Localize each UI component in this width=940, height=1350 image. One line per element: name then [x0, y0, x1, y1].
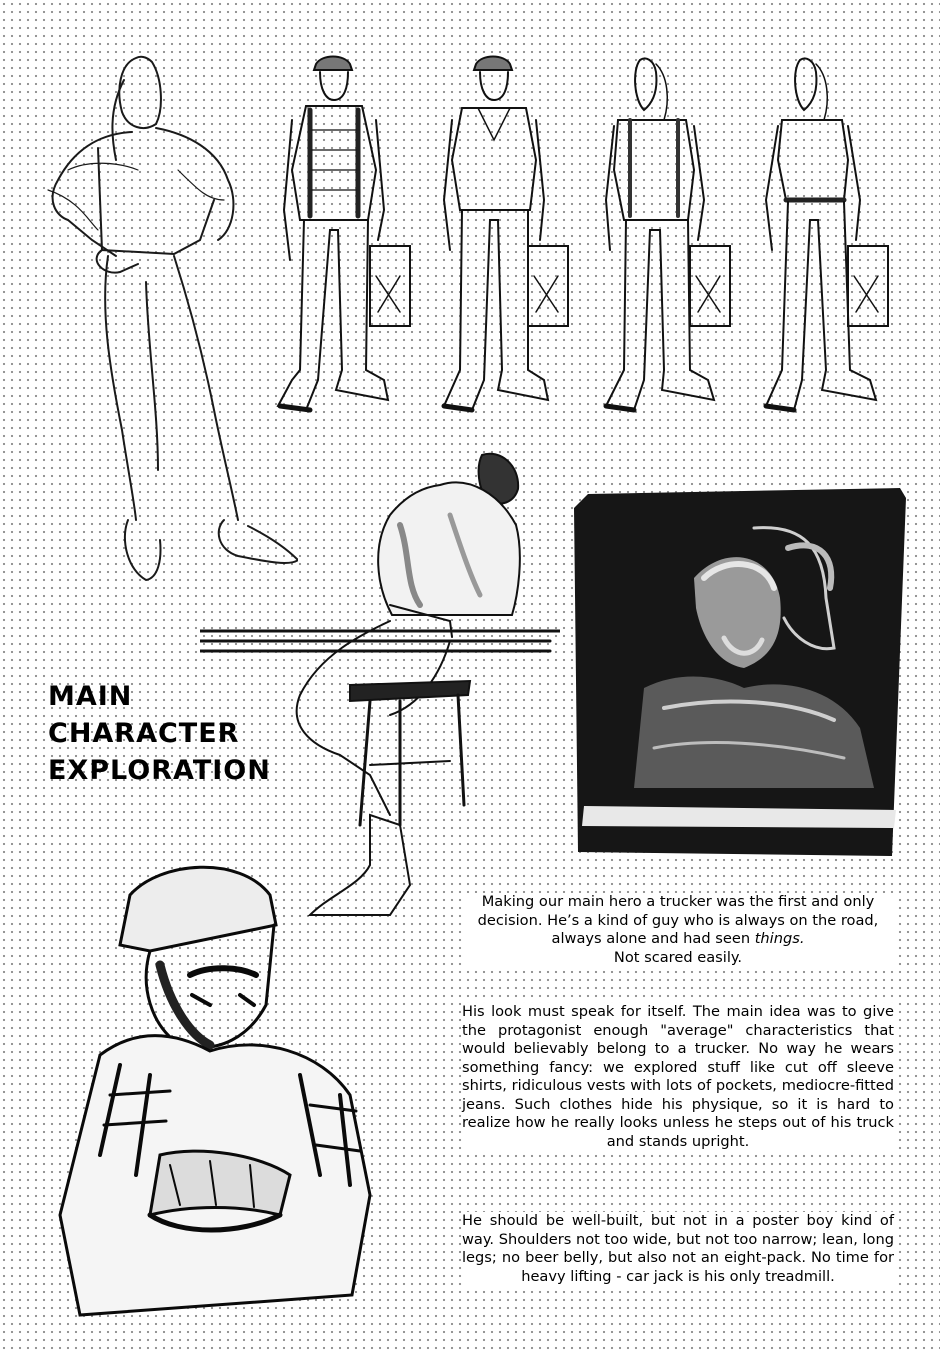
trucker-outfit-variant-2-sketch	[432, 50, 582, 420]
trucker-outfit-variant-3-sketch	[594, 50, 744, 420]
build-paragraph	[462, 1212, 894, 1286]
trucker-cap-vest-bust-sketch	[40, 855, 460, 1335]
trucker-outfit-variant-4-sketch	[752, 50, 902, 420]
look-paragraph	[462, 1003, 894, 1151]
title-line-main: MAIN	[48, 681, 133, 712]
page-title	[48, 678, 271, 789]
intro-emphasis: things.	[754, 930, 805, 947]
intro-text: Making our main hero a trucker was the first and only decision. He’s a kind of guy who is always on the road, always alone and had seen	[477, 893, 879, 947]
title-line-exploration: EXPLORATION	[48, 755, 271, 786]
intro-paragraph	[462, 893, 894, 967]
trucker-outfit-variant-1-sketch	[270, 50, 420, 420]
look-text: His look must speak for itself. The main idea was to give the protagonist enough "average" characteristics that would believably belong to a trucker. No way he wears something fancy: we explored stuff like cut off sleeve shirts, ridiculous vests with lots of pockets, mediocre-fitted jeans. Such clothes hide his physique, so it is hard to realize how he really looks unless he steps out of his truck and stands upright.	[462, 1003, 894, 1150]
ink-portrait-in-cab	[574, 488, 906, 858]
intro-closing: Not scared easily.	[613, 948, 743, 966]
build-text: He should be well-built, but not in a poster boy kind of way. Shoulders not too wide, but not too narrow; lean, long legs; no beer belly, but also not an eight-pack. No time for heavy lifting - car jack is his only treadmill.	[462, 1212, 894, 1285]
title-line-character: CHARACTER	[48, 718, 240, 749]
